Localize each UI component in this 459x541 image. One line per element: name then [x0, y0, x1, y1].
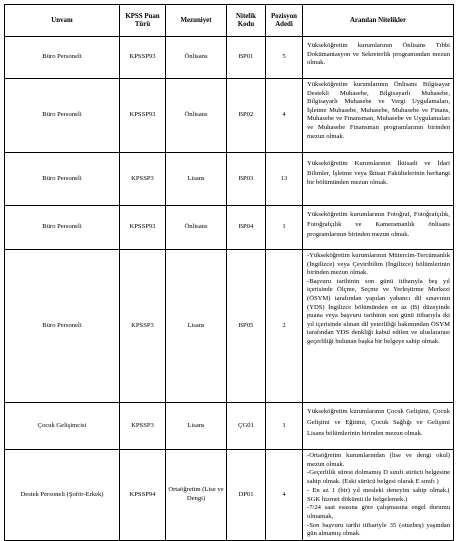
header-qualifications: Aranılan Nitelikler: [303, 5, 454, 37]
cell-qualifications: [303, 79, 454, 153]
cell-education: Lisans: [166, 153, 227, 206]
cell-kpss-type: KPSSP93: [120, 37, 166, 79]
cell-kpss-type: KPSSP3: [120, 403, 166, 450]
cell-title: Büro Personeli: [5, 153, 120, 206]
table-row: [5, 403, 454, 450]
cell-code: BP05: [227, 250, 266, 403]
cell-positions: 13: [266, 153, 303, 206]
qualification-item: -Son başvuru tarihi itibariyle 35 (otuzbeş) yaşından gün almamış olmak.: [307, 521, 450, 538]
cell-code: BP02: [227, 79, 266, 153]
header-kpss-type: KPSS Puan Türü: [120, 5, 166, 37]
qualification-item: -7/24 saat esasına göre çalışmasına engel durumu olmamak,: [307, 504, 450, 520]
cell-title: Büro Personeli: [5, 79, 120, 153]
cell-title: Çocuk Gelişimcisi: [5, 403, 120, 450]
cell-code: DP01: [227, 450, 266, 541]
cell-kpss-type: KPSSP94: [120, 450, 166, 541]
cell-education: Ortaöğretim (Lise ve Dengi): [166, 450, 227, 541]
cell-code: ÇG01: [227, 403, 266, 450]
cell-education: Önlisans: [166, 79, 227, 153]
header-title: Unvanı: [5, 5, 120, 37]
cell-kpss-type: KPSSP3: [120, 250, 166, 403]
cell-positions: 1: [266, 206, 303, 250]
table-row: [5, 250, 454, 403]
table-row: [5, 37, 454, 79]
qualification-item: -Yükseköğretim kurumlarının Mütercim-Tercümanlık (İngilizce) veya Çeviribilim (İngilizce) bölümlerinin birinden mezun olmak.: [307, 252, 450, 277]
positions-table: [4, 4, 454, 541]
cell-education: Önlisans: [166, 206, 227, 250]
cell-qualifications: [303, 450, 454, 541]
table-row: [5, 450, 454, 541]
cell-education: Lisans: [166, 403, 227, 450]
cell-code: BP04: [227, 206, 266, 250]
table-row: [5, 206, 454, 250]
qualification-item: Yükseköğretim kurumlarının Önlisans Tıbbi Dokümantasyon ve Sekreterlik programından mezun olmak.: [307, 42, 450, 67]
table-row: [5, 153, 454, 206]
job-requirements-document: [4, 4, 453, 541]
qualification-item: Yükseköğretim kurumlarının Önlisans Bilgisayar Destekli Muhasebe, Bilgisayarlı Muhasebe, Bilgisayarlı Muhasebe ve Vergi Uygulamaları, İşletme Muhasebe, Muhasebe, Muhasebe ve Finans, Muhasebe ve Finansman, Muhasebe ve Uygulamaları ve Muhasebe Finansman programlarının birinden mezun olmak.: [307, 81, 450, 140]
header-code: Nitelik Kodu: [227, 5, 266, 37]
cell-code: BP01: [227, 37, 266, 79]
qualification-item: Yükseköğretim kurumlarının Çocuk Gelişimi, Çocuk Gelişimi ve Eğitimi, Çocuk Sağlığı ve Gelişimi Lisans bölümlerinin birinden mezun olmak.: [307, 408, 450, 438]
qualification-item: - En az 1 (bir) yıl mesleki deneyim sahip olmak.( SGK hizmet dökümü ile belgelemek.): [307, 486, 450, 503]
cell-education: Lisans: [166, 250, 227, 403]
qualification-item: -Başvuru tarihinin son günü itibarıyla beş yıl içerisinde Ölçme, Seçme ve Yerleştirme Merkezi (ÖSYM) tarafından yapılan yabancı dil sınavının (YDS) İngilizce bölümünden en az (B) düzeyinde puana veya başvuru tarihinin son günü itibarıyla iki yıl içerisinde alınan dil yeterliliği bakımından ÖSYM tarafından YDS denkliği kabul edilen ve uluslararası geçerliliği bulunan başka bir belgeye sahip olmak.: [307, 277, 450, 345]
cell-qualifications: [303, 153, 454, 206]
table-row: [5, 79, 454, 153]
cell-kpss-type: KPSSP93: [120, 206, 166, 250]
cell-positions: 1: [266, 403, 303, 450]
cell-education: Önlisans: [166, 37, 227, 79]
header-education: Mezuniyet: [166, 5, 227, 37]
cell-positions: 4: [266, 450, 303, 541]
cell-title: Büro Personeli: [5, 250, 120, 403]
cell-qualifications: [303, 206, 454, 250]
cell-positions: 2: [266, 250, 303, 403]
cell-positions: 4: [266, 79, 303, 153]
qualification-item: -Ortaöğretim kurumlarından (lise ve dengi okul) mezun olmak.: [307, 452, 450, 468]
cell-positions: 5: [266, 37, 303, 79]
cell-title: Büro Personeli: [5, 206, 120, 250]
cell-title: Büro Personeli: [5, 37, 120, 79]
cell-qualifications: [303, 250, 454, 403]
table-header-row: [5, 5, 454, 37]
qualification-item: Yükseköğretim Kurumlarının İktisadi ve İdari Bilimler, İşletme veya İktisat Fakültelerinin herhangi bir bölümünden mezun olmak.: [307, 160, 450, 186]
cell-kpss-type: KPSSP3: [120, 153, 166, 206]
cell-code: BP03: [227, 153, 266, 206]
qualification-item: -Geçerlilik süresi dolmamış D sınıfı sürücü belgesine sahip olmak. (Eski sürücü belgesi olarak E sınıfı ): [307, 469, 450, 486]
cell-qualifications: [303, 403, 454, 450]
cell-qualifications: [303, 37, 454, 79]
cell-kpss-type: KPSSP93: [120, 79, 166, 153]
qualification-item: Yükseköğretim kurumlarının Fotoğraf, Fotoğrafçılık, Fotoğrafçılık ve Kameramanlık önlisans programlarının birinden mezun olmak.: [307, 211, 450, 238]
header-positions: Pozisyon Adedi: [266, 5, 303, 37]
cell-title: Destek Personeli (Şoför-Erkek): [5, 450, 120, 541]
